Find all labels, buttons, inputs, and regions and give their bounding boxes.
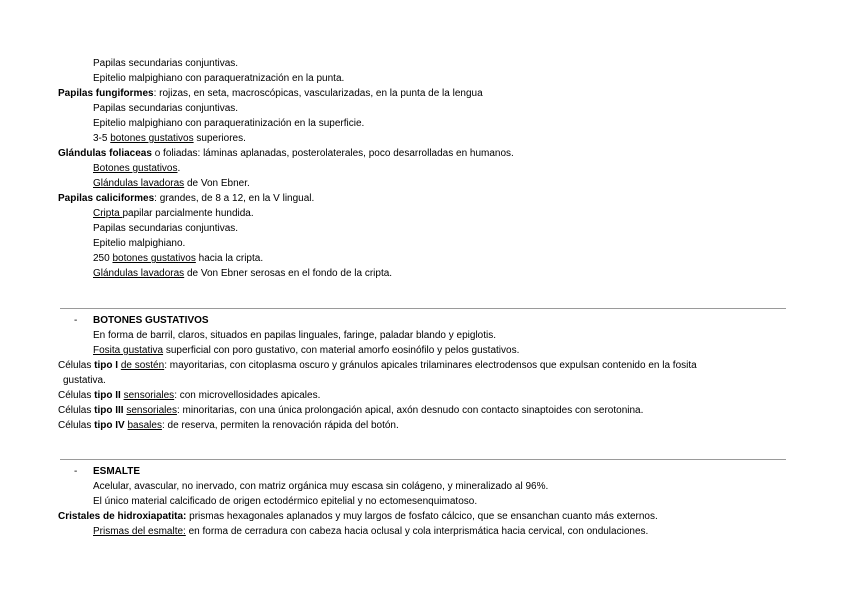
list-dash: - xyxy=(74,315,78,326)
text-line xyxy=(58,191,314,206)
text-line xyxy=(93,116,364,131)
line-text: o foliadas: láminas aplanadas, posterolaterales, poco desarrolladas en humanos. xyxy=(151,148,514,159)
text-line xyxy=(93,524,648,539)
term-glandulas-foliaceas: Glándulas foliaceas xyxy=(58,148,152,159)
text-line xyxy=(58,146,514,161)
line-text: : rojizas, en seta, macroscópicas, vascularizadas, en la punta de la lengua xyxy=(153,88,483,99)
text-line xyxy=(93,328,496,343)
line-text: Células xyxy=(58,405,95,416)
line-text: Células xyxy=(58,360,95,371)
underlined-term: sensoriales xyxy=(123,390,175,401)
text-line xyxy=(93,56,238,71)
line-text: Células xyxy=(58,390,95,401)
line-text: en forma de cerradura con cabeza hacia oclusal y cola interprismática hacia cervical, con ondulaciones. xyxy=(185,526,649,537)
line-text: : grandes, de 8 a 12, en la V lingual. xyxy=(154,193,315,204)
underlined-term: basales xyxy=(127,420,162,431)
line-text: : con microvellosidades apicales. xyxy=(174,390,321,401)
underlined-term: botones gustativos xyxy=(112,253,196,264)
text-line xyxy=(93,71,344,86)
underlined-term: botones gustativos xyxy=(110,133,194,144)
line-text: superficial con poro gustativo, con material amorfo eosinófilo y pelos gustativos. xyxy=(163,345,520,356)
line-text: En forma de barril, claros, situados en papilas linguales, faringe, paladar blando y epiglotis. xyxy=(93,330,497,341)
text-line xyxy=(93,176,250,191)
line-text: Células xyxy=(58,420,95,431)
line-text: Papilas secundarias conjuntivas. xyxy=(93,223,239,234)
text-line xyxy=(58,358,697,373)
line-text: . xyxy=(177,163,181,174)
term-tipo-i: tipo I xyxy=(94,360,119,371)
text-line xyxy=(93,221,238,236)
text-line xyxy=(93,266,392,281)
line-text: Epitelio malpighiano con paraqueratinización en la superficie. xyxy=(93,118,365,129)
underlined-term: Cripta xyxy=(93,208,123,219)
line-text: papilar parcialmente hundida. xyxy=(122,208,254,219)
text-line xyxy=(58,86,483,101)
underlined-term: Fosita gustativa xyxy=(93,345,164,356)
line-text: hacia la cripta. xyxy=(195,253,264,264)
text-line xyxy=(93,494,477,509)
text-line xyxy=(93,479,548,494)
section-divider xyxy=(60,459,786,460)
line-text: : minoritarias, con una única prolongación apical, axón desnudo con contacto sinaptoides con serotonina. xyxy=(176,405,644,416)
underlined-term: Botones gustativos xyxy=(93,163,178,174)
line-text: de Von Ebner serosas en el fondo de la cripta. xyxy=(184,268,393,279)
list-dash: - xyxy=(74,466,78,477)
section-divider xyxy=(60,308,786,309)
underlined-term: sensoriales xyxy=(126,405,177,416)
term-tipo-ii: tipo II xyxy=(94,390,121,401)
line-text: : de reserva, permiten la renovación rápida del botón. xyxy=(161,420,399,431)
text-line xyxy=(58,509,658,524)
line-text: : mayoritarias, con citoplasma oscuro y gránulos apicales trilaminares electrodensos que expulsan contenido en la fosita xyxy=(164,360,697,371)
line-text: 3-5 xyxy=(93,133,111,144)
text-line xyxy=(93,236,185,251)
line-text: Acelular, avascular, no inervado, con matriz orgánica muy escasa sin colágeno, y mineralizado al 96%. xyxy=(93,481,549,492)
line-text: superiores. xyxy=(193,133,246,144)
term-papilas-caliciformes: Papilas caliciformes xyxy=(58,193,155,204)
text-line xyxy=(63,373,106,388)
line-text: Papilas secundarias conjuntivas. xyxy=(93,103,239,114)
underlined-term: Prismas del esmalte: xyxy=(93,526,186,537)
text-line xyxy=(93,251,263,266)
line-text: Papilas secundarias conjuntivas. xyxy=(93,58,239,69)
term-cristales-hidroxiapatita: Cristales de hidroxiapatita: xyxy=(58,511,187,522)
text-line xyxy=(93,131,246,146)
text-line xyxy=(93,206,254,221)
text-line xyxy=(93,161,180,176)
text-line xyxy=(58,403,643,418)
section-heading-botones: BOTONES GUSTATIVOS xyxy=(93,315,209,326)
term-tipo-iv: tipo IV xyxy=(94,420,125,431)
term-papilas-fungiformes: Papilas fungiformes xyxy=(58,88,154,99)
underlined-term: Glándulas lavadoras xyxy=(93,268,185,279)
line-text: de Von Ebner. xyxy=(184,178,250,189)
line-text: El único material calcificado de origen ectodérmico epitelial y no ectomesenquimatoso. xyxy=(93,496,478,507)
underlined-term: de sostén xyxy=(120,360,165,371)
line-text: 250 xyxy=(93,253,113,264)
text-line xyxy=(93,343,519,358)
section-heading-esmalte: ESMALTE xyxy=(93,466,141,477)
text-line xyxy=(58,418,399,433)
line-text: Epitelio malpighiano. xyxy=(93,238,186,249)
text-line xyxy=(93,101,238,116)
term-tipo-iii: tipo III xyxy=(94,405,124,416)
line-text: prismas hexagonales aplanados y muy largos de fosfato cálcico, que se ensanchan cuanto más externos. xyxy=(186,511,658,522)
underlined-term: Glándulas lavadoras xyxy=(93,178,185,189)
line-text: gustativa. xyxy=(63,375,106,386)
line-text: Epitelio malpighiano con paraqueratnización en la punta. xyxy=(93,73,345,84)
text-line xyxy=(58,388,320,403)
